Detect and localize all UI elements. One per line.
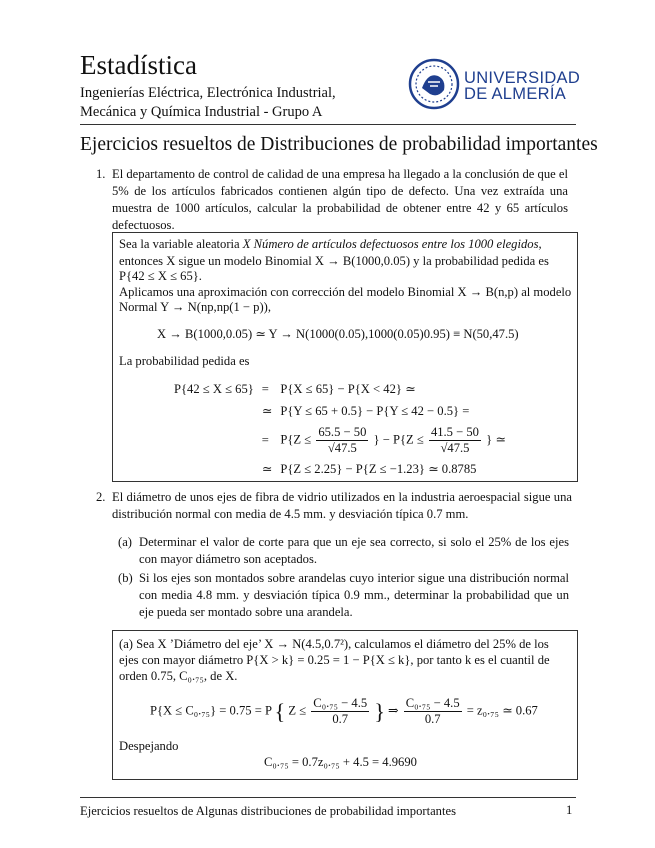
- sol1-line-3: P{42 ≤ X ≤ 65}.: [119, 269, 202, 283]
- problem-2-statement: El diámetro de unos ejes de fibra de vidrio utilizados en la industria aeroespacial sigue una distribución normal con media de 4.5 mm. y desviación típica 0.7 mm.: [112, 490, 572, 521]
- problem-2b-text: Si los ejes son montados sobre arandelas cuyo interior sigue una distribución normal con media 4.8 mm. y desviación típica 0.9 mm., determinar la probabilidad que un eje pueda ser montado sobre una arandela.: [139, 571, 569, 619]
- eq-op-2: ≃: [261, 404, 273, 418]
- sol1-line-2: entonces X sigue un modelo Binomial X → B(1000,0.05) y la probabilidad pedida es: [119, 254, 549, 268]
- problem-2-number: 2.: [96, 490, 106, 504]
- fraction-4-num: C₀.₇₅ − 4.5: [405, 696, 460, 710]
- subtitle-line-1: Ingenierías Eléctrica, Electrónica Industrial,: [80, 85, 336, 101]
- footer-text: Ejercicios resueltos de Algunas distribuciones de probabilidad importantes: [80, 804, 456, 818]
- sol2-line-1: (a) Sea X ’Diámetro del eje’ X → N(4.5,0.7²), calculamos el diámetro del 25% de los: [119, 637, 549, 651]
- header-divider: [80, 124, 576, 125]
- course-subtitle: [80, 84, 336, 122]
- fraction-3: [311, 696, 369, 727]
- sol2-quantile-equation: [150, 696, 538, 727]
- fraction-2: [429, 425, 481, 456]
- left-brace: {: [274, 699, 286, 724]
- fraction-1: [316, 425, 368, 456]
- sol2-eq-b: Z ≤: [288, 703, 307, 718]
- sol1-line-6: La probabilidad pedida es: [119, 354, 250, 368]
- problem-2a-label: (a): [118, 535, 132, 549]
- fraction-2-num: 41.5 − 50: [430, 424, 479, 439]
- logo-text: [464, 70, 580, 102]
- university-logo: [408, 58, 581, 112]
- eq-row-3b: } − P{Z ≤: [373, 431, 424, 446]
- sol2-eq-d: = z₀.₇₅ ≃ 0.67: [466, 703, 538, 718]
- fraction-4-den: 0.7: [424, 712, 441, 726]
- sol1-approx-equation: X → B(1000,0.05) ≃ Y → N(1000(0.05),1000(0.05)0.95) ≡ N(50,47.5): [157, 327, 519, 341]
- sol2-final-equation: C₀.₇₅ = 0.7z₀.₇₅ + 4.5 = 4.9690: [264, 755, 417, 769]
- problem-1-number: 1.: [96, 167, 106, 181]
- footer-divider: [80, 797, 576, 798]
- sol2-despejando: Despejando: [119, 739, 179, 753]
- fraction-3-num: C₀.₇₅ − 4.5: [313, 696, 368, 710]
- logo-line-1: UNIVERSIDAD: [464, 69, 581, 87]
- fraction-4: [404, 696, 462, 727]
- eq-op-3: =: [261, 432, 269, 447]
- section-title: Ejercicios resueltos de Distribuciones de probabilidad importantes: [80, 134, 598, 155]
- sol1-line-4: Aplicamos una aproximación con corrección del modelo Binomial X → B(n,p) al modelo: [119, 285, 572, 299]
- page-title: Estadística: [80, 50, 197, 80]
- sol2-line-2: ejes con mayor diámetro P{X > k} = 0.25 = 1 − P{X ≤ k}, por tanto k es el cuantil de: [119, 653, 550, 667]
- sol1-line-1: [119, 236, 542, 253]
- eq-row-4: P{Z ≤ 2.25} − P{Z ≤ −1.23} ≃ 0.8785: [280, 462, 477, 476]
- page-number: 1: [566, 803, 573, 817]
- sol1-equation-array: [170, 378, 510, 480]
- sol1-var-x: X: [242, 237, 251, 251]
- fraction-2-den: √47.5: [440, 440, 470, 455]
- sol2-line-3: orden 0.75, C₀.₇₅, de X.: [119, 669, 238, 683]
- sol2-eq-a: P{X ≤ C₀.₇₅} = 0.75 = P: [150, 703, 272, 718]
- eq-row-3a: P{Z ≤: [280, 431, 312, 446]
- problem-1-statement: El departamento de control de calidad de una empresa ha llegado a la conclusión de que el 5% de los artículos fabricados contienen algún tipo de defecto. Una vez extraída una muestra de 1000 artículos, calcular la probabilidad de obtener entre 42 y 65 artículos defectuosos.: [112, 167, 568, 232]
- fraction-1-num: 65.5 − 50: [318, 424, 367, 439]
- right-brace: }: [374, 699, 385, 724]
- fraction-1-den: √47.5: [327, 440, 357, 455]
- fraction-3-den: 0.7: [332, 712, 349, 726]
- eq-op-1: =: [261, 381, 269, 396]
- sol1-line-5: Normal Y → N(np,np(1 − p)),: [119, 300, 272, 314]
- sol1-line-1a: Sea la variable aleatoria: [119, 237, 240, 251]
- subtitle-line-2: Mecánica y Química Industrial - Grupo A: [80, 104, 323, 120]
- university-seal-icon: [408, 58, 460, 110]
- eq-lhs: P{42 ≤ X ≤ 65}: [174, 381, 254, 396]
- logo-line-2: DE ALMERÍA: [464, 85, 567, 103]
- sol1-var-desc: Número de artículos defectuosos entre los 1000 elegidos,: [253, 237, 542, 251]
- problem-2a-text: Determinar el valor de corte para que un eje sea correcto, si solo el 25% de los ejes con mayor diámetro son aceptados.: [139, 535, 569, 566]
- eq-op-4: ≃: [261, 462, 273, 476]
- eq-row-3: [276, 422, 510, 458]
- problem-2b-label: (b): [118, 571, 133, 585]
- eq-row-3c: } ≃: [486, 431, 506, 446]
- eq-row-1: P{X ≤ 65} − P{X < 42} ≃: [280, 382, 416, 396]
- implies-arrow: ⇒: [388, 703, 399, 718]
- eq-row-2: P{Y ≤ 65 + 0.5} − P{Y ≤ 42 − 0.5} =: [280, 403, 470, 418]
